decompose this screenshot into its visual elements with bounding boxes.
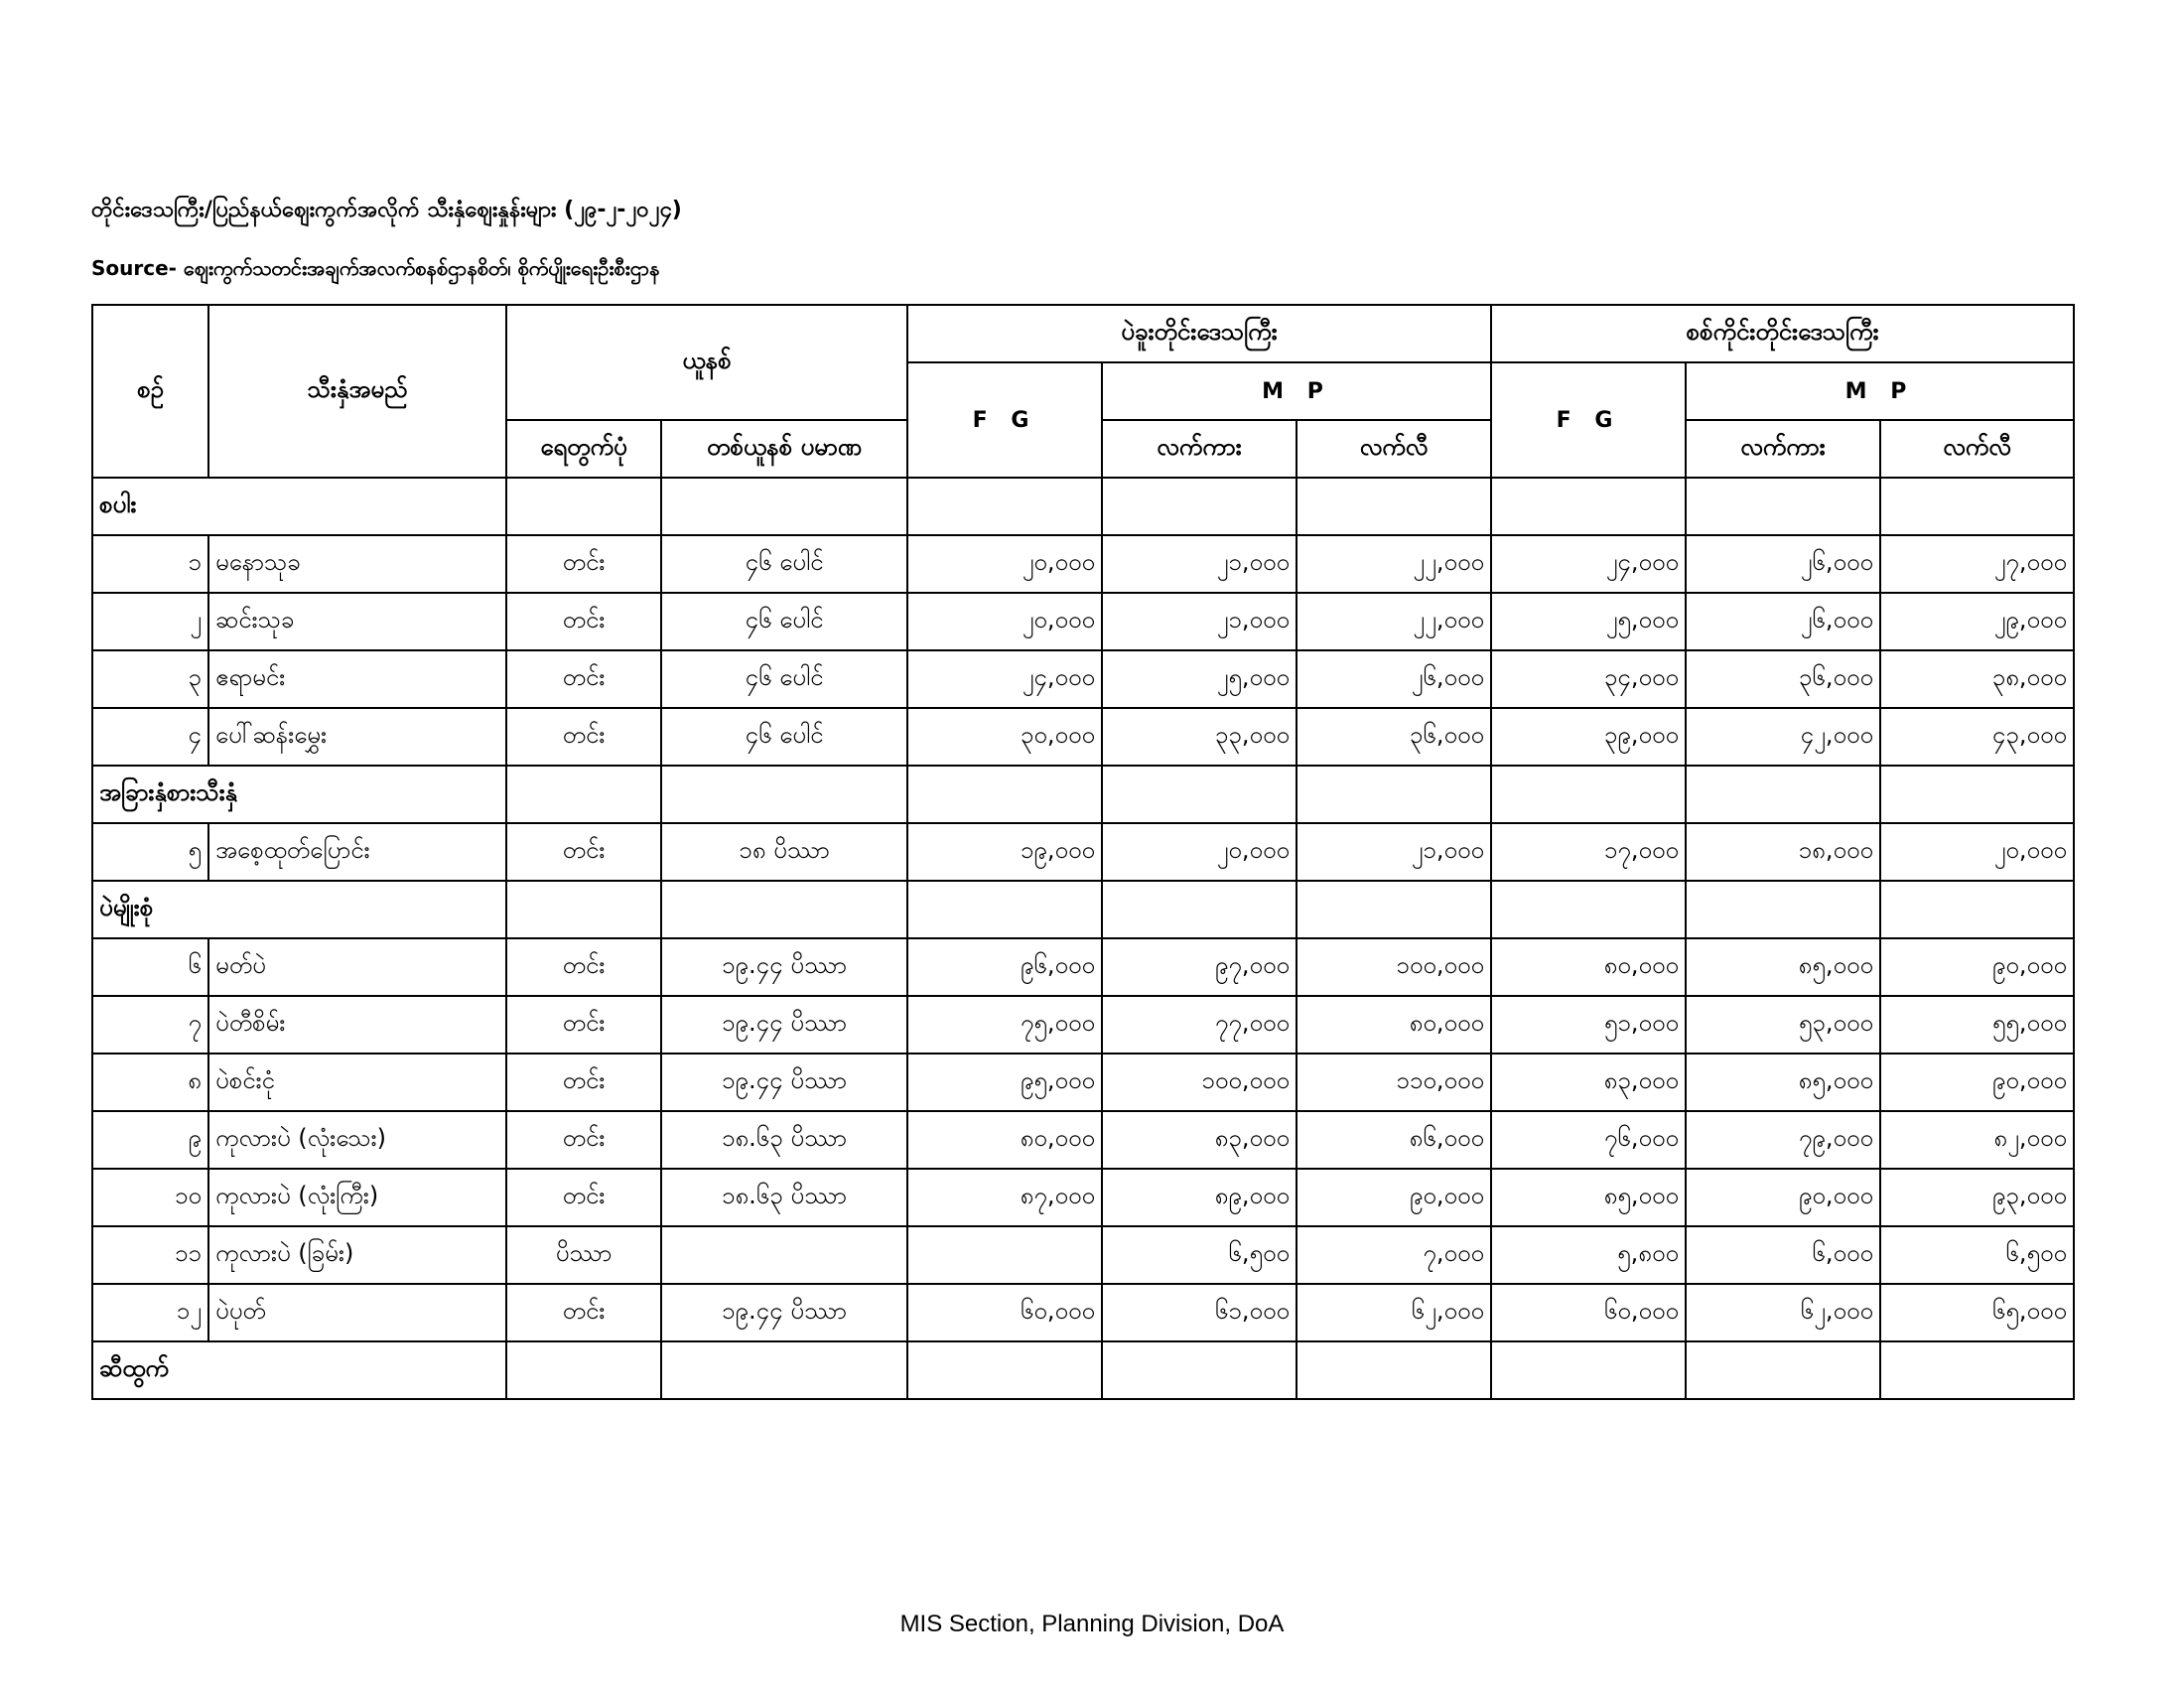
cell-unit-weight [661,1226,907,1284]
cell-no: ၃ [92,650,208,708]
cell-unit-weight: ၁၉.၄၄ ပိဿာ [661,1054,907,1111]
cell-region-1-retail: ၃၆,၀၀၀ [1297,708,1491,766]
header-region-1: ပဲခူးတိုင်းဒေသကြီး [907,305,1491,362]
cell-region-1-fg [907,1226,1102,1284]
empty-cell [1491,1341,1686,1399]
cell-region-1-retail: ၂၆,၀၀၀ [1297,650,1491,708]
header-unit: ယူနစ် [506,305,907,420]
table-row [92,1284,2074,1341]
table-row [92,938,2074,996]
cell-region-1-fg: ၂၀,၀၀၀ [907,593,1102,650]
cell-region-2-wholesale: ၉၀,၀၀၀ [1686,1169,1880,1226]
cell-no: ၁၂ [92,1284,208,1341]
empty-cell [1491,881,1686,938]
cell-region-1-wholesale: ၁၀၀,၀၀၀ [1102,1054,1297,1111]
empty-cell [1880,478,2074,535]
cell-region-2-retail: ၅၅,၀၀၀ [1880,996,2074,1054]
cell-unit-weight: ၁၈.၆၃ ပိဿာ [661,1169,907,1226]
cell-region-1-fg: ၈၀,၀၀၀ [907,1111,1102,1169]
header-region-1-mp: M P [1102,362,1491,420]
cell-region-2-fg: ၅၁,၀၀၀ [1491,996,1686,1054]
cell-region-2-wholesale: ၂၆,၀၀၀ [1686,593,1880,650]
section-label: စပါး [92,478,506,535]
cell-region-2-fg: ၈၅,၀၀၀ [1491,1169,1686,1226]
cell-unit-pack: တင်း [506,1111,661,1169]
cell-region-1-retail: ၉၀,၀၀၀ [1297,1169,1491,1226]
cell-unit-pack: တင်း [506,1284,661,1341]
cell-region-1-fg: ၃၀,၀၀၀ [907,708,1102,766]
cell-crop-name: ကုလားပဲ (လုံးသေး) [208,1111,506,1169]
cell-region-2-fg: ၈၀,၀၀၀ [1491,938,1686,996]
section-row [92,881,2074,938]
empty-cell [1297,766,1491,823]
cell-region-1-retail: ၆၂,၀၀၀ [1297,1284,1491,1341]
cell-no: ၆ [92,938,208,996]
cell-region-2-fg: ၆၀,၀၀၀ [1491,1284,1686,1341]
empty-cell [661,478,907,535]
cell-region-1-wholesale: ၂၀,၀၀၀ [1102,823,1297,881]
cell-region-2-fg: ၅,၈၀၀ [1491,1226,1686,1284]
empty-cell [1491,478,1686,535]
empty-cell [1297,1341,1491,1399]
cell-region-2-fg: ၇၆,၀၀၀ [1491,1111,1686,1169]
cell-unit-pack: တင်း [506,996,661,1054]
cell-crop-name: မနောသုခ [208,535,506,593]
cell-region-2-fg: ၃၉,၀၀၀ [1491,708,1686,766]
cell-region-2-retail: ၆,၅၀၀ [1880,1226,2074,1284]
empty-cell [661,766,907,823]
cell-crop-name: ပဲပုတ် [208,1284,506,1341]
page-footer: MIS Section, Planning Division, DoA [899,1611,1285,1637]
empty-cell [506,881,661,938]
cell-region-1-retail: ၇,၀၀၀ [1297,1226,1491,1284]
cell-unit-pack: ပိဿာ [506,1226,661,1284]
cell-unit-weight: ၁၉.၄၄ ပိဿာ [661,1284,907,1341]
cell-unit-pack: တင်း [506,1054,661,1111]
cell-region-1-retail: ၁၁၀,၀၀၀ [1297,1054,1491,1111]
cell-region-1-wholesale: ၇၇,၀၀၀ [1102,996,1297,1054]
cell-unit-weight: ၄၆ ပေါင် [661,708,907,766]
table-row [92,1169,2074,1226]
cell-unit-pack: တင်း [506,708,661,766]
cell-region-1-retail: ၂၂,၀၀၀ [1297,535,1491,593]
cell-region-2-fg: ၈၃,၀၀၀ [1491,1054,1686,1111]
section-label: အခြားနှံစားသီးနှံ [92,766,506,823]
table-row [92,1054,2074,1111]
header-region-1-fg: F G [907,362,1102,478]
section-label: ပဲမျိုးစုံ [92,881,506,938]
cell-region-2-retail: ၄၃,၀၀၀ [1880,708,2074,766]
cell-region-2-wholesale: ၈၅,၀၀၀ [1686,1054,1880,1111]
table-row [92,650,2074,708]
table-row [92,708,2074,766]
cell-no: ၁၁ [92,1226,208,1284]
empty-cell [1102,766,1297,823]
cell-unit-pack: တင်း [506,593,661,650]
cell-no: ၁ [92,535,208,593]
table-header [92,305,2074,478]
cell-crop-name: ပဲစင်းငုံ [208,1054,506,1111]
cell-region-2-wholesale: ၄၂,၀၀၀ [1686,708,1880,766]
empty-cell [907,478,1102,535]
cell-region-1-fg: ၁၉,၀၀၀ [907,823,1102,881]
cell-region-1-fg: ၈၇,၀၀၀ [907,1169,1102,1226]
cell-region-1-retail: ၈၆,၀၀၀ [1297,1111,1491,1169]
cell-region-2-fg: ၂၅,၀၀၀ [1491,593,1686,650]
section-row [92,1341,2074,1399]
cell-region-2-retail: ၃၈,၀၀၀ [1880,650,2074,708]
source-note: Source- ဈေးကွက်သတင်းအချက်အလက်စနစ်ဌာနစိတ်၊ စိုက်ပျိုးရေးဦးစီးဌာန [91,256,660,280]
table-row [92,1111,2074,1169]
cell-region-1-fg: ၉၅,၀၀၀ [907,1054,1102,1111]
price-table [91,304,2075,1400]
cell-crop-name: ပဲတီစိမ်း [208,996,506,1054]
cell-region-2-wholesale: ၆,၀၀၀ [1686,1226,1880,1284]
section-label: ဆီထွက် [92,1341,506,1399]
cell-region-1-wholesale: ၉၇,၀၀၀ [1102,938,1297,996]
header-region-1-retail: လက်လီ [1297,420,1491,478]
empty-cell [1297,478,1491,535]
cell-crop-name: ပေါ်ဆန်းမွှေး [208,708,506,766]
cell-no: ၉ [92,1111,208,1169]
cell-region-1-wholesale: ၈၃,၀၀၀ [1102,1111,1297,1169]
cell-unit-pack: တင်း [506,535,661,593]
cell-region-2-wholesale: ၁၈,၀၀၀ [1686,823,1880,881]
header-crop-name: သီးနှံအမည် [208,305,506,478]
cell-no: ၅ [92,823,208,881]
cell-no: ၇ [92,996,208,1054]
cell-unit-weight: ၄၆ ပေါင် [661,593,907,650]
empty-cell [506,766,661,823]
cell-region-2-wholesale: ၇၉,၀၀၀ [1686,1111,1880,1169]
cell-region-2-fg: ၃၄,၀၀၀ [1491,650,1686,708]
cell-region-1-wholesale: ၂၁,၀၀၀ [1102,535,1297,593]
header-region-2: စစ်ကိုင်းတိုင်းဒေသကြီး [1491,305,2074,362]
header-unit-pack: ရေတွက်ပုံ [506,420,661,478]
cell-region-1-retail: ၈၀,၀၀၀ [1297,996,1491,1054]
cell-region-2-wholesale: ၆၂,၀၀၀ [1686,1284,1880,1341]
empty-cell [1880,881,2074,938]
empty-cell [907,766,1102,823]
empty-cell [1686,1341,1880,1399]
cell-no: ၂ [92,593,208,650]
empty-cell [661,1341,907,1399]
cell-unit-pack: တင်း [506,938,661,996]
cell-no: ၁၀ [92,1169,208,1226]
header-region-1-wholesale: လက်ကား [1102,420,1297,478]
cell-region-2-retail: ၂၉,၀၀၀ [1880,593,2074,650]
empty-cell [1880,1341,2074,1399]
cell-region-1-fg: ၂၄,၀၀၀ [907,650,1102,708]
cell-region-2-retail: ၉၃,၀၀၀ [1880,1169,2074,1226]
cell-no: ၈ [92,1054,208,1111]
empty-cell [1880,766,2074,823]
cell-region-2-retail: ၆၅,၀၀၀ [1880,1284,2074,1341]
cell-unit-pack: တင်း [506,650,661,708]
cell-region-1-wholesale: ၂၁,၀၀၀ [1102,593,1297,650]
cell-crop-name: ကုလားပဲ (ခြမ်း) [208,1226,506,1284]
empty-cell [1102,478,1297,535]
header-region-2-wholesale: လက်ကား [1686,420,1880,478]
cell-crop-name: မတ်ပဲ [208,938,506,996]
cell-region-1-retail: ၁၀၀,၀၀၀ [1297,938,1491,996]
header-unit-weight: တစ်ယူနစ် ပမာဏ [661,420,907,478]
section-row [92,478,2074,535]
cell-region-2-retail: ၉၀,၀၀၀ [1880,1054,2074,1111]
table-body [92,478,2074,1399]
cell-region-1-wholesale: ၆,၅၀၀ [1102,1226,1297,1284]
table-row [92,1226,2074,1284]
empty-cell [506,1341,661,1399]
cell-unit-weight: ၄၆ ပေါင် [661,650,907,708]
cell-region-2-wholesale: ၃၆,၀၀၀ [1686,650,1880,708]
cell-crop-name: ဧရာမင်း [208,650,506,708]
cell-region-2-fg: ၂၄,၀၀၀ [1491,535,1686,593]
empty-cell [1102,881,1297,938]
cell-unit-weight: ၁၈.၆၃ ပိဿာ [661,1111,907,1169]
empty-cell [1297,881,1491,938]
cell-region-1-fg: ၇၅,၀၀၀ [907,996,1102,1054]
cell-region-1-retail: ၂၁,၀၀၀ [1297,823,1491,881]
cell-no: ၄ [92,708,208,766]
header-region-2-retail: လက်လီ [1880,420,2074,478]
section-row [92,766,2074,823]
empty-cell [1102,1341,1297,1399]
cell-unit-pack: တင်း [506,1169,661,1226]
cell-region-2-retail: ၂၇,၀၀၀ [1880,535,2074,593]
cell-region-1-retail: ၂၂,၀၀၀ [1297,593,1491,650]
cell-region-2-wholesale: ၂၆,၀၀၀ [1686,535,1880,593]
page-title: တိုင်းဒေသကြီး/ပြည်နယ်ဈေးကွက်အလိုက် သီးနှံဈေးနှုန်းများ (၂၉-၂-၂၀၂၄) [91,198,682,222]
empty-cell [907,1341,1102,1399]
cell-unit-weight: ၁၉.၄၄ ပိဿာ [661,996,907,1054]
table-row [92,996,2074,1054]
cell-crop-name: ဆင်းသုခ [208,593,506,650]
header-no: စဉ် [92,305,208,478]
header-region-2-mp: M P [1686,362,2074,420]
cell-region-1-fg: ၆၀,၀၀၀ [907,1284,1102,1341]
cell-region-1-wholesale: ၂၅,၀၀၀ [1102,650,1297,708]
table-row [92,535,2074,593]
cell-region-1-wholesale: ၆၁,၀၀၀ [1102,1284,1297,1341]
cell-unit-weight: ၁၉.၄၄ ပိဿာ [661,938,907,996]
cell-region-1-fg: ၂၀,၀၀၀ [907,535,1102,593]
empty-cell [506,478,661,535]
empty-cell [1686,766,1880,823]
cell-unit-weight: ၁၈ ပိဿာ [661,823,907,881]
cell-unit-pack: တင်း [506,823,661,881]
cell-region-1-wholesale: ၃၃,၀၀၀ [1102,708,1297,766]
empty-cell [661,881,907,938]
cell-region-2-wholesale: ၅၃,၀၀၀ [1686,996,1880,1054]
cell-crop-name: ကုလားပဲ (လုံးကြီး) [208,1169,506,1226]
empty-cell [1686,478,1880,535]
empty-cell [1491,766,1686,823]
cell-region-2-retail: ၈၂,၀၀၀ [1880,1111,2074,1169]
cell-region-2-wholesale: ၈၅,၀၀၀ [1686,938,1880,996]
cell-unit-weight: ၄၆ ပေါင် [661,535,907,593]
cell-region-1-fg: ၉၆,၀၀၀ [907,938,1102,996]
empty-cell [907,881,1102,938]
cell-region-2-retail: ၂၀,၀၀၀ [1880,823,2074,881]
cell-region-2-retail: ၉၀,၀၀၀ [1880,938,2074,996]
table-row [92,593,2074,650]
table-row [92,823,2074,881]
cell-crop-name: အစေ့ထုတ်ပြောင်း [208,823,506,881]
cell-region-2-fg: ၁၇,၀၀၀ [1491,823,1686,881]
cell-region-1-wholesale: ၈၉,၀၀၀ [1102,1169,1297,1226]
header-region-2-fg: F G [1491,362,1686,478]
empty-cell [1686,881,1880,938]
